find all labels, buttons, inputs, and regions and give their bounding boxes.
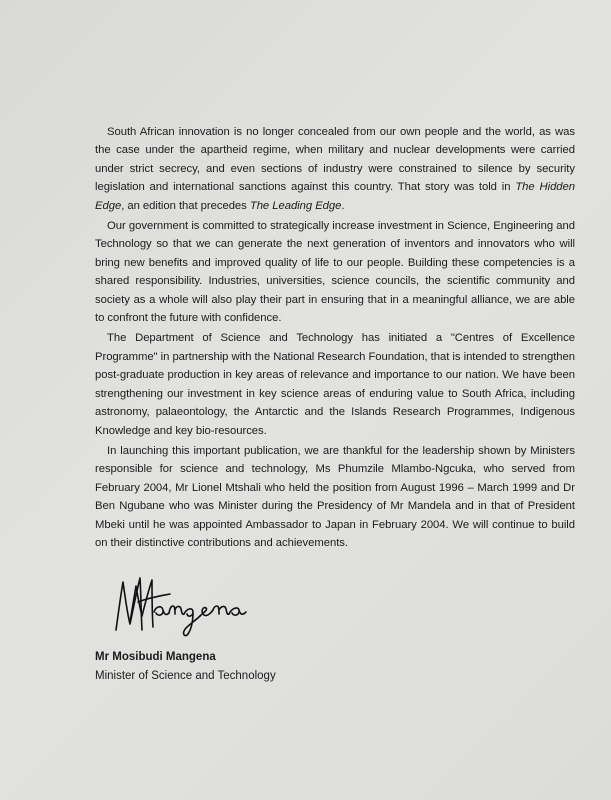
paragraph-1-title-leading-edge: The Leading Edge <box>249 199 342 212</box>
paragraph-1 <box>95 123 575 215</box>
paragraph-3 <box>95 329 575 439</box>
paragraph-4 <box>95 442 575 552</box>
signer-block <box>95 648 276 686</box>
paragraph-3-text: The Department of Science and Technology has initiated a "Centres of Excellence Programme" in partnership with the National Research Foundation, that is intended to strengthen post-graduate production in key areas of relevance and importance to our nation. We have been strengthening our investment in key science areas of enduring value to South Africa, including astronomy, palaeontology, the Antarctic and the Islands Research Programmes, Indigenous Knowledge and key bio-resources. <box>95 332 575 437</box>
signer-name: Mr Mosibudi Mangena <box>95 651 216 663</box>
paragraph-2 <box>95 217 575 327</box>
paragraph-2-text: Our government is committed to strategically increase investment in Science, Engineering and Technology so that we can generate the next generation of inventors and innovators who will bring new benefits and improved quality of life to our people. Building these competencies is a shared responsibility. Industries, universities, science councils, the scientific community and society as a whole will also play their part in ensuring that in a meaningful alliance, we are able to confront the future with confidence. <box>95 220 575 325</box>
paragraph-1-text-b: , an edition that precedes <box>121 199 250 212</box>
paragraph-1-title-hidden-edge: The Hidden Edge <box>95 181 576 212</box>
paragraph-4-text: In launching this important publication, we are thankful for the leadership shown by Ministers responsible for science and technology, Ms Phumzile Mlambo-Ngcuka, who served from February 2004, Mr Lionel Mtshali who held the position from August 1996 – March 1999 and Dr Ben Ngubane who was Minister during the Presidency of Mr Mandela and in that of President Mbeki until he was appointed Ambassador to Japan in February 2004. We will continue to build on their distinctive contributions and achievements. <box>95 444 575 549</box>
paragraph-1-text-c: . <box>341 199 345 212</box>
paragraph-1-text-a: South African innovation is no longer concealed from our own people and the world, as was the case under the apartheid regime, when military and nuclear developments were carried under strict secrecy, and even sections of industry were constrained to silence by security legislation and international sanctions against this country. That story was told in <box>95 126 575 194</box>
letter-body <box>95 123 575 554</box>
handwritten-signature <box>108 572 258 642</box>
signer-title: Minister of Science and Technology <box>95 670 276 682</box>
